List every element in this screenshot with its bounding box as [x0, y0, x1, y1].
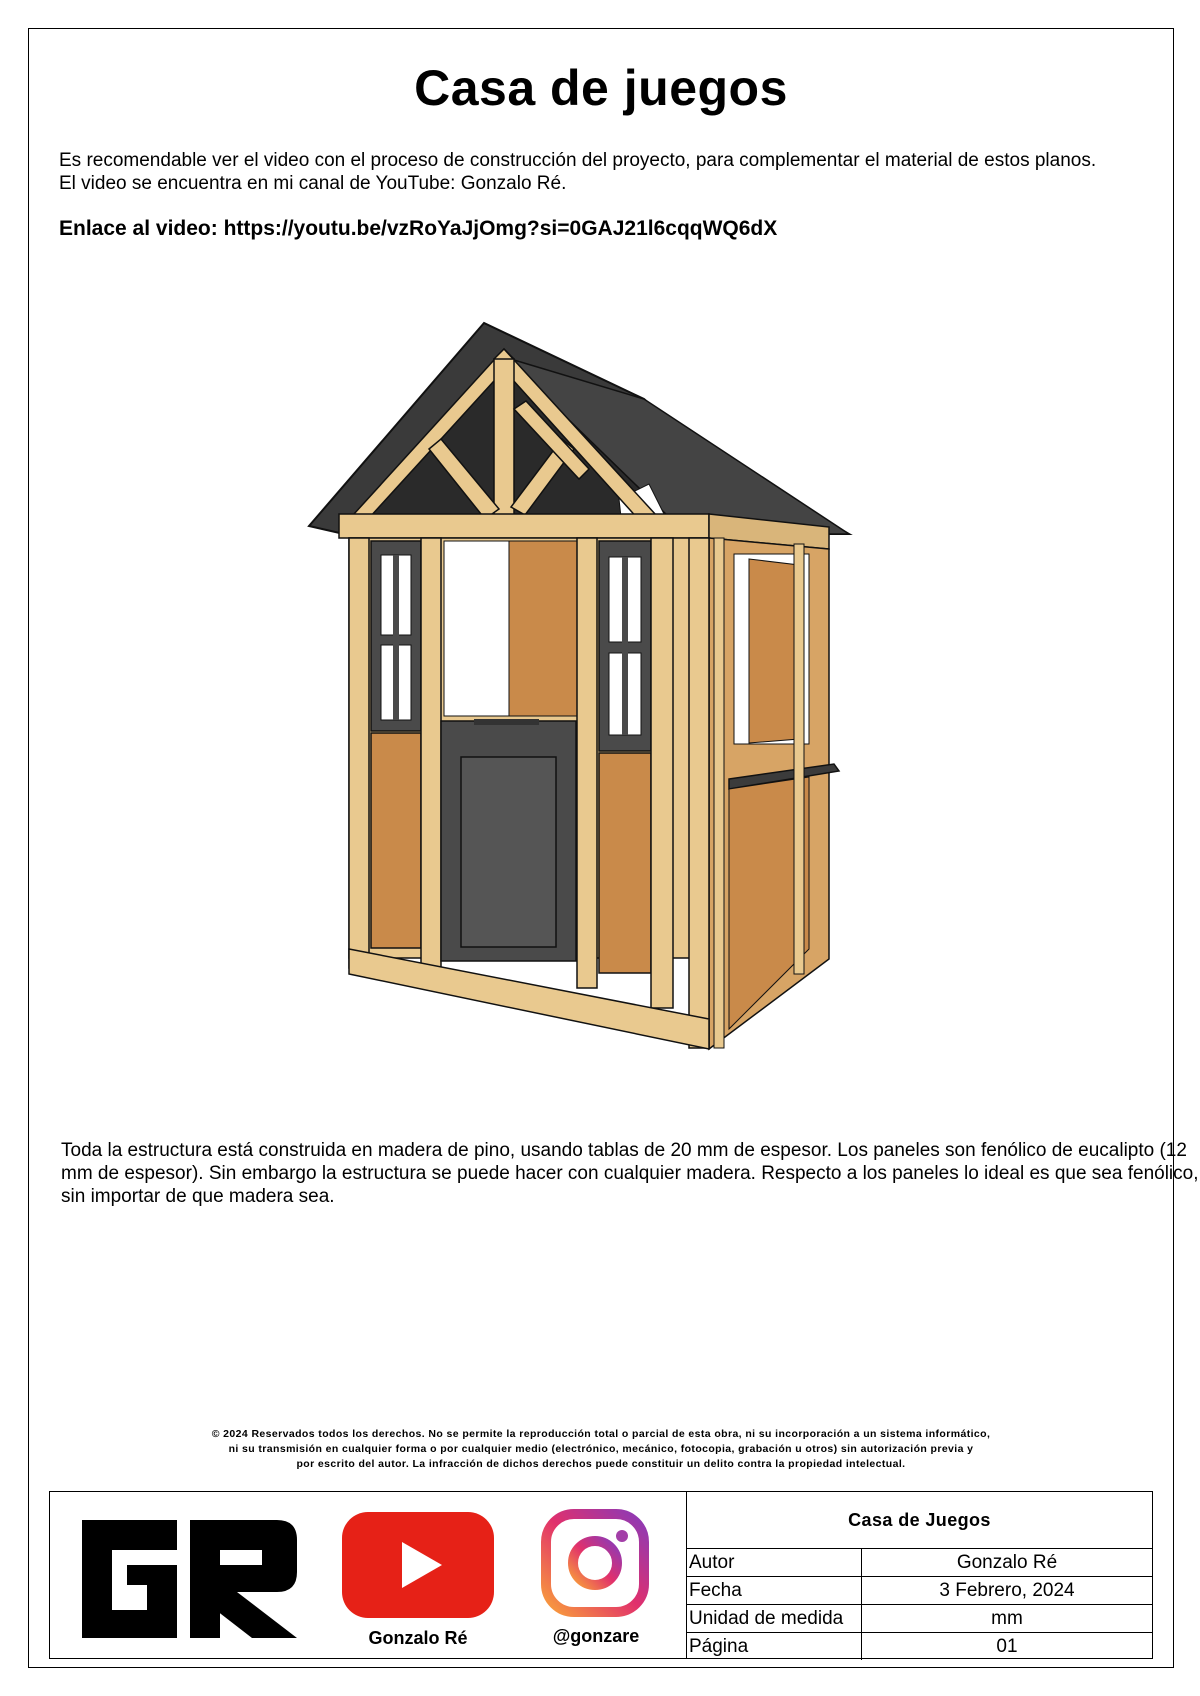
- copyright-line: por escrito del autor. La infracción de dichos derechos puede constituir un delito contra la propiedad intelectual.: [296, 1458, 906, 1470]
- intro-paragraph: Es recomendable ver el video con el proceso de construcción del proyecto, para complementar el material de estos planos. El video se encuentra en mi canal de YouTube: Gonzalo Ré.: [59, 150, 1097, 194]
- logos-area: [50, 1492, 686, 1658]
- table-row: [687, 1577, 1152, 1605]
- youtube-label[interactable]: Gonzalo Ré: [368, 1628, 468, 1648]
- playhouse-illustration: [289, 309, 949, 1169]
- description-paragraph: Toda la estructura está construida en madera de pino, usando tablas de 20 mm de espesor. Los paneles son fenólico de eucalipto (12 mm de espesor). Sin embargo la estructura se puede hacer con cualquier madera. Respecto a los paneles lo ideal es que sea fenólico, sin importar de que madera sea.: [61, 1140, 1199, 1207]
- value-autor: Gonzalo Ré: [862, 1549, 1153, 1577]
- video-link[interactable]: Enlace al video: https://youtu.be/vzRoYaJjOmg?si=0GAJ21l6cqqWQ6dX: [59, 217, 778, 240]
- value-fecha: 3 Febrero, 2024: [862, 1577, 1153, 1605]
- table-row: [687, 1549, 1152, 1577]
- info-panel: [686, 1492, 1152, 1658]
- info-table: [687, 1549, 1152, 1660]
- gr-logo: [72, 1510, 302, 1648]
- copyright-line: ni su transmisión en cualquier forma o por cualquier medio (electrónico, mecánico, fotocopia, grabación u otros) sin autorización previa y: [228, 1443, 974, 1455]
- copyright-notice: [29, 1427, 1173, 1472]
- instagram-label[interactable]: @gonzare: [552, 1626, 640, 1646]
- page-title: Casa de juegos: [414, 60, 788, 116]
- table-row: [687, 1633, 1152, 1661]
- label-unidad: Unidad de medida: [687, 1605, 862, 1633]
- page-frame: [28, 28, 1199, 1668]
- copyright-line: © 2024 Reservados todos los derechos. No se permite la reproducción total o parcial de esta obra, ni su incorporación a un sistema informático,: [211, 1428, 991, 1440]
- label-autor: Autor: [687, 1549, 862, 1577]
- title-block-heading: Casa de Juegos: [687, 1492, 1152, 1549]
- label-pagina: Página: [687, 1633, 862, 1661]
- label-fecha: Fecha: [687, 1577, 862, 1605]
- title-block: [49, 1491, 1153, 1659]
- youtube-icon[interactable]: [342, 1512, 494, 1618]
- value-unidad: mm: [862, 1605, 1153, 1633]
- instagram-icon[interactable]: [540, 1508, 650, 1618]
- value-pagina: 01: [996, 1635, 1018, 1657]
- table-row: [687, 1605, 1152, 1633]
